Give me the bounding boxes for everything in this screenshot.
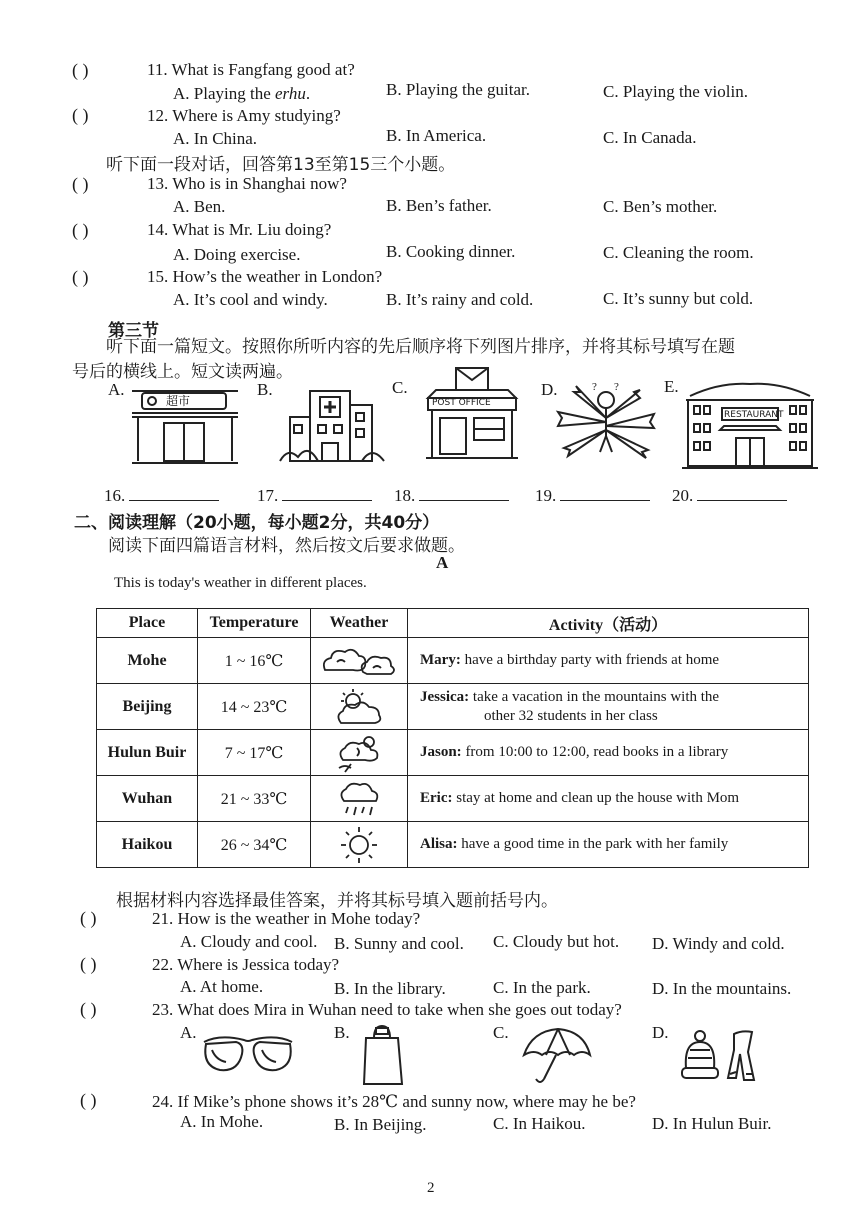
option-a: A. It’s cool and windy. xyxy=(173,290,328,309)
section3-heading: 第三节 xyxy=(108,321,159,341)
question-text: 23. What does Mira in Wuhan need to take when she goes out today? xyxy=(152,1000,622,1019)
answer-paren[interactable]: ( ) xyxy=(80,999,97,1019)
windy-icon xyxy=(311,730,408,776)
answer-blank-17[interactable]: 17. xyxy=(257,486,372,506)
table-row: Hulun Buir 7 ~ 17℃ Jason: from 10:00 to 12:00, read books in a library xyxy=(97,730,809,776)
option-b: B. In Beijing. xyxy=(334,1115,427,1134)
lost-person-picture xyxy=(554,378,658,468)
weather-table xyxy=(96,608,809,868)
option-b: B. xyxy=(334,1023,350,1042)
option-c: C. Cleaning the room. xyxy=(603,243,754,262)
page-number: 2 xyxy=(427,1180,435,1196)
cloudy-icon xyxy=(311,638,408,684)
col-header-temperature: Temperature xyxy=(198,609,311,638)
question-text: 24. If Mike’s phone shows it’s 28℃ and sunny now, where may he be? xyxy=(152,1092,636,1111)
question-text: 14. What is Mr. Liu doing? xyxy=(147,220,332,239)
picture-label-a: A. xyxy=(108,380,125,399)
passage-label: A xyxy=(436,553,449,572)
question-text: 13. Who is in Shanghai now? xyxy=(147,174,347,193)
question-text: 21. How is the weather in Mohe today? xyxy=(152,909,421,928)
option-a: A. Playing the erhu. xyxy=(173,84,311,103)
option-b: B. It’s rainy and cold. xyxy=(386,290,534,309)
answer-blank-20[interactable]: 20. xyxy=(672,486,787,506)
choose-instruction: 根据材料内容选择最佳答案，并将其标号填入题前括号内。 xyxy=(116,891,558,911)
answer-paren[interactable]: ( ) xyxy=(80,954,97,974)
picture-label-e: E. xyxy=(664,377,679,396)
option-c: C. It’s sunny but cold. xyxy=(603,289,754,308)
option-b: B. Playing the guitar. xyxy=(386,80,531,99)
hospital-picture xyxy=(278,381,388,467)
option-b: B. Ben’s father. xyxy=(386,196,492,215)
answer-blank-19[interactable]: 19. xyxy=(535,486,650,506)
option-a: A. Doing exercise. xyxy=(173,245,301,264)
picture-label-d: D. xyxy=(541,380,558,399)
answer-paren[interactable]: ( ) xyxy=(72,105,89,125)
option-d: D. Windy and cold. xyxy=(652,934,785,953)
partly-cloudy-icon xyxy=(311,684,408,730)
table-row: Haikou 26 ~ 34℃ Alisa: have a good time in the park with her family xyxy=(97,822,809,868)
post-office-picture xyxy=(424,366,520,462)
section3-instruction: 听下面一篇短文。按照你所听内容的先后顺序将下列图片排序，并将其标号填写在题 xyxy=(106,337,735,357)
answer-paren[interactable]: ( ) xyxy=(72,220,89,240)
umbrella-icon xyxy=(518,1025,594,1087)
svg-text:?: ? xyxy=(592,381,597,393)
option-a: A. At home. xyxy=(180,977,264,996)
option-a: A. Cloudy and cool. xyxy=(180,932,318,951)
option-d: D. xyxy=(652,1023,669,1042)
rainy-icon xyxy=(311,776,408,822)
col-header-activity: Activity（活动） xyxy=(408,609,809,638)
dialog-instruction: 听下面一段对话，回答第13至第15三个小题。 xyxy=(106,155,456,175)
restaurant-picture xyxy=(680,380,820,472)
svg-text:?: ? xyxy=(614,381,619,393)
option-d: D. In Hulun Buir. xyxy=(652,1114,772,1133)
table-row: Wuhan 21 ~ 33℃ Eric: stay at home and clean up the house with Mom xyxy=(97,776,809,822)
table-row: Beijing 14 ~ 23℃ Jessica: take a vacation in the mountains with the other 32 students in her class xyxy=(97,684,809,730)
answer-paren[interactable]: ( ) xyxy=(72,174,89,194)
hat-scarf-icon xyxy=(678,1028,768,1084)
supermarket-sign: 超市 xyxy=(166,394,191,408)
section3-instruction-2: 号后的横线上。短文读两遍。 xyxy=(72,362,293,382)
option-c: C. Ben’s mother. xyxy=(603,197,718,216)
option-b: B. Sunny and cool. xyxy=(334,934,464,953)
picture-label-b: B. xyxy=(257,380,273,399)
answer-blank-18[interactable]: 18. xyxy=(394,486,509,506)
option-c: C. Cloudy but hot. xyxy=(493,932,620,951)
question-text: 12. Where is Amy studying? xyxy=(147,106,341,125)
answer-paren[interactable]: ( ) xyxy=(80,1090,97,1110)
option-a: A. In Mohe. xyxy=(180,1112,264,1131)
sunny-icon xyxy=(311,822,408,868)
option-c: C. xyxy=(493,1023,509,1042)
picture-label-c: C. xyxy=(392,378,408,397)
reading-instruction: 阅读下面四篇语言材料，然后按文后要求做题。 xyxy=(108,536,465,556)
option-c: C. In the park. xyxy=(493,978,591,997)
option-b: B. In America. xyxy=(386,126,487,145)
answer-paren[interactable]: ( ) xyxy=(72,60,89,80)
col-header-weather: Weather xyxy=(311,609,408,638)
supermarket-picture xyxy=(130,385,240,467)
option-a: A. In China. xyxy=(173,129,258,148)
option-c: C. Playing the violin. xyxy=(603,82,748,101)
question-text: 11. What is Fangfang good at? xyxy=(147,60,355,79)
option-a: A. Ben. xyxy=(173,197,226,216)
shopping-bag-icon xyxy=(360,1024,406,1088)
question-text: 15. How’s the weather in London? xyxy=(147,267,383,286)
option-d: D. In the mountains. xyxy=(652,979,792,998)
passage-intro: This is today's weather in different places. xyxy=(114,575,367,591)
col-header-place: Place xyxy=(97,609,198,638)
option-a: A. xyxy=(180,1023,197,1042)
sunglasses-icon xyxy=(200,1030,296,1076)
reading-heading: 二、阅读理解（20小题，每小题2分，共40分） xyxy=(74,513,440,533)
option-b: B. In the library. xyxy=(334,979,446,998)
answer-blank-16[interactable]: 16. xyxy=(104,486,219,506)
option-c: C. In Canada. xyxy=(603,128,697,147)
question-text: 22. Where is Jessica today? xyxy=(152,955,340,974)
answer-paren[interactable]: ( ) xyxy=(72,267,89,287)
table-row: Mohe 1 ~ 16℃ Mary: have a birthday party with friends at home xyxy=(97,638,809,684)
answer-paren[interactable]: ( ) xyxy=(80,908,97,928)
restaurant-sign: RESTAURANT xyxy=(724,410,784,420)
option-c: C. In Haikou. xyxy=(493,1114,586,1133)
post-office-sign: POST OFFICE xyxy=(432,398,491,408)
option-b: B. Cooking dinner. xyxy=(386,242,516,261)
